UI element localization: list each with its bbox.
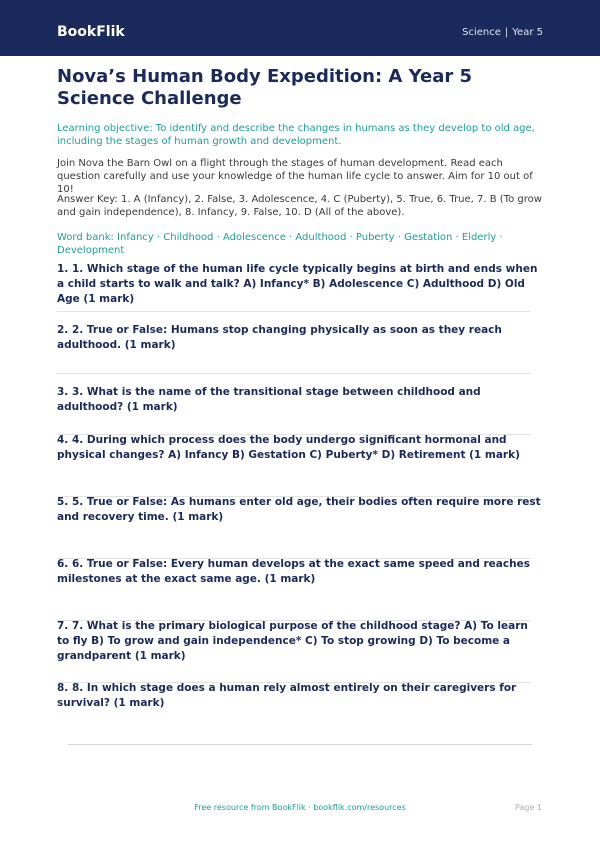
breadcrumb-separator: | (504, 27, 509, 38)
question-6: 6. 6. True or False: Every human develops at the exact same speed and reaches milestones at the exact same age. (1 mark) (57, 558, 530, 585)
learning-objective: Learning objective: To identify and describe the changes in humans as they develop to old age, including the stages of human growth and development. (57, 123, 535, 147)
year-label: Year 5 (512, 27, 543, 38)
footer-link[interactable]: Free resource from BookFlik · bookflik.com/resources (194, 803, 406, 812)
question-3: 3. 3. What is the name of the transitional stage between childhood and adulthood? (1 mark) (57, 386, 481, 413)
brand-logo[interactable]: BookFlik (57, 24, 125, 40)
page-title: Nova’s Human Body Expedition: A Year 5 Science Challenge (57, 66, 473, 109)
answer-line[interactable] (57, 373, 531, 374)
intro-text: Join Nova the Barn Owl on a flight through the stages of human development. Read each question carefully and use your knowledge of the human life cycle to answer. Aim for 10 out of 10! (57, 158, 533, 195)
question-1: 1. 1. Which stage of the human life cycle typically begins at birth and ends when a child starts to walk and talk? A) Infancy* B) Adolescence C) Adulthood D) Old Age (1 mark) (57, 263, 538, 305)
question-2: 2. 2. True or False: Humans stop changing physically as soon as they reach adulthood. (1 mark) (57, 324, 502, 351)
question-8: 8. 8. In which stage does a human rely almost entirely on their caregivers for survival? (1 mark) (57, 682, 517, 709)
header-breadcrumb (462, 27, 543, 39)
subject-label: Science (462, 27, 501, 38)
question-7: 7. 7. What is the primary biological purpose of the childhood stage? A) To learn to fly B) To grow and gain independence* C) To stop growing D) To become a grandparent (1 mark) (57, 620, 528, 662)
question-4: 4. 4. During which process does the body undergo significant hormonal and physical changes? A) Infancy B) Gestation C) Puberty* D) Retirement (1 mark) (57, 434, 520, 461)
answer-key: Answer Key: 1. A (Infancy), 2. False, 3. Adolescence, 4. C (Puberty), 5. True, 6. True, 7. B (To grow and gain independence), 8. Infancy, 9. False, 10. D (All of the above). (57, 194, 542, 218)
page-number: Page 1 (515, 803, 542, 812)
page-header (0, 0, 600, 56)
question-5: 5. 5. True or False: As humans enter old age, their bodies often require more rest and recovery time. (1 mark) (57, 496, 541, 523)
answer-line[interactable] (57, 311, 531, 312)
section-divider (68, 744, 532, 745)
word-bank: Word bank: Infancy · Childhood · Adolescence · Adulthood · Puberty · Gestation · Elderly · Development (57, 232, 503, 256)
